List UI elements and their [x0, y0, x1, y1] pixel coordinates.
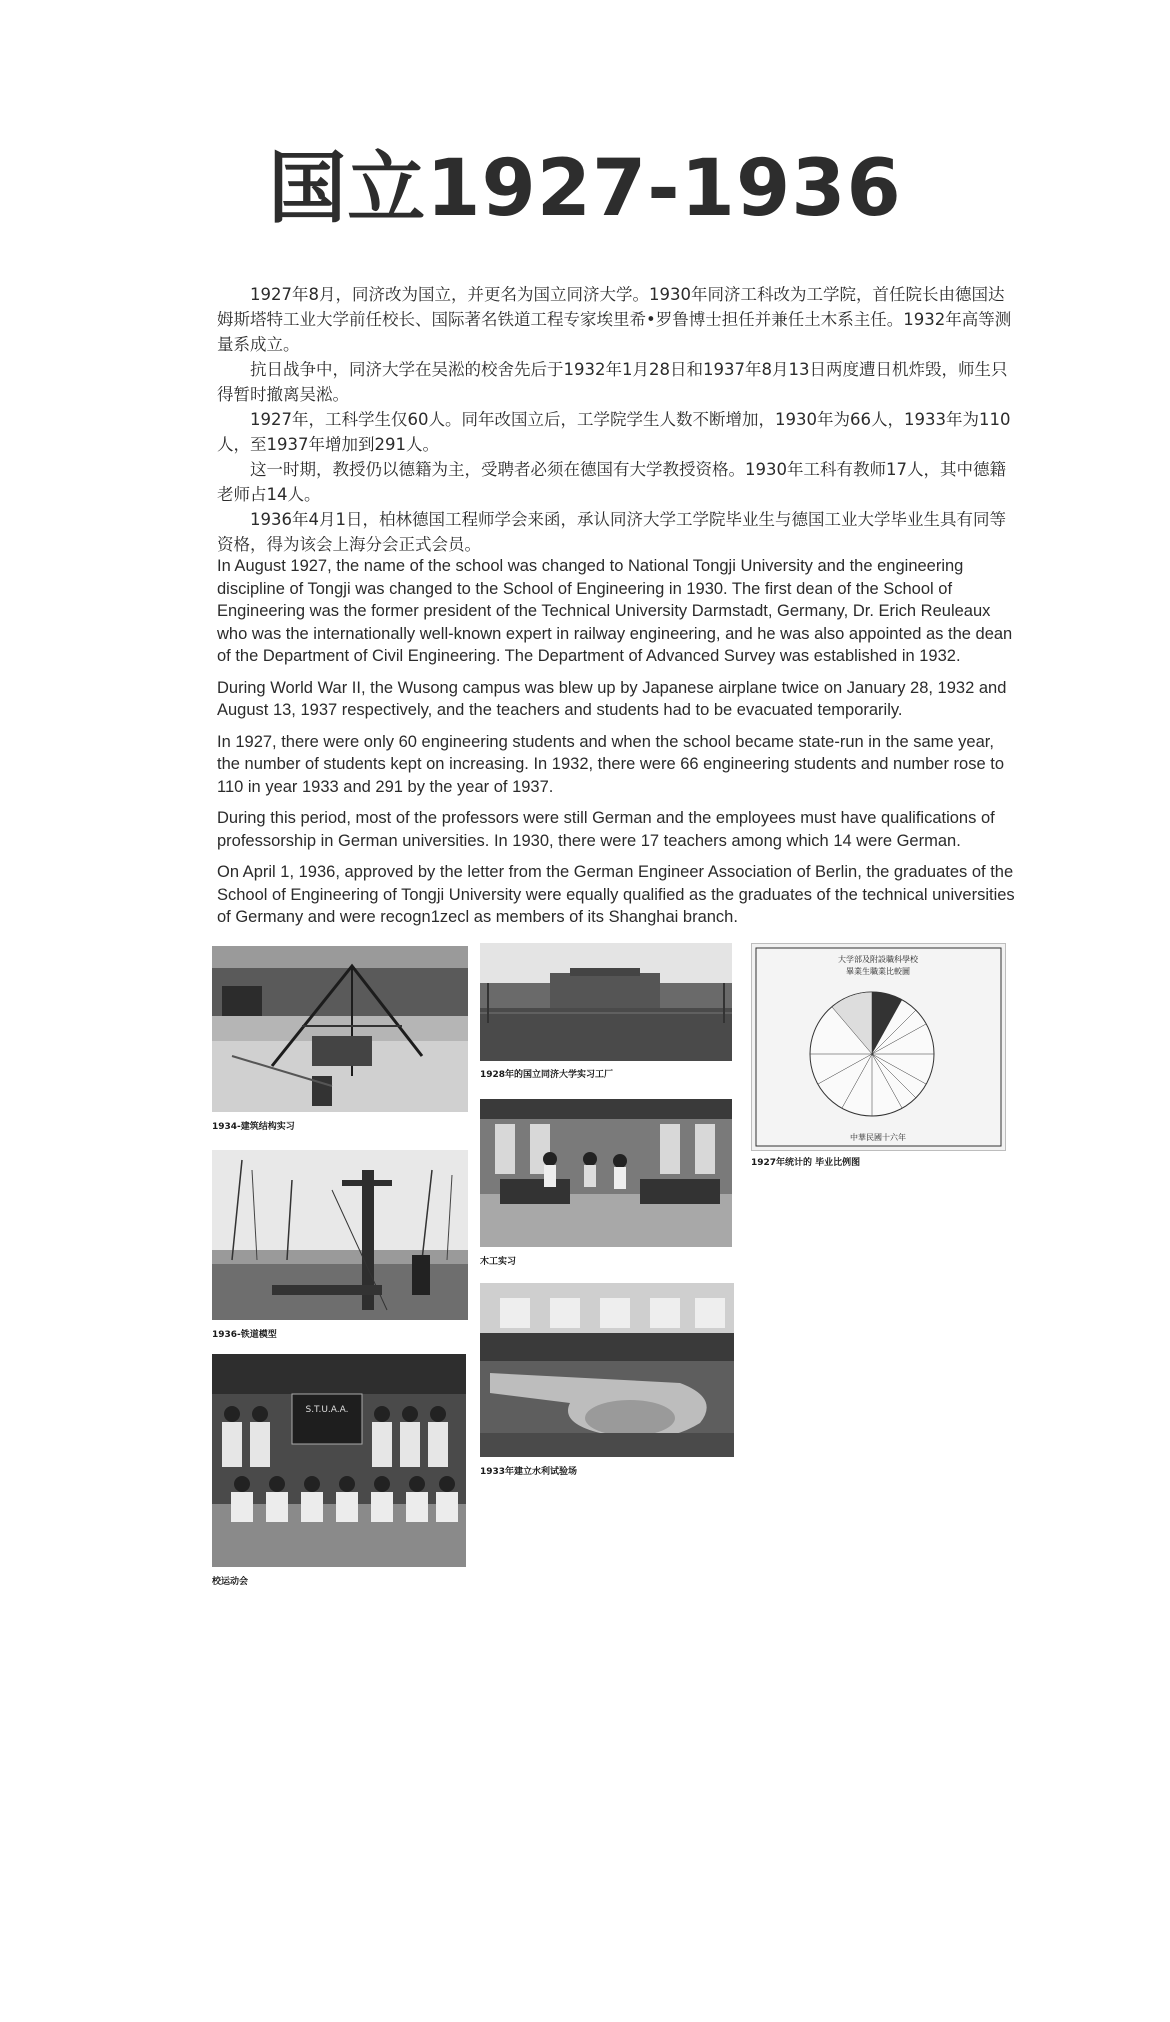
zh-paragraph: 1936年4月1日，柏林德国工程师学会来函，承认同济大学工学院毕业生与德国工业大学毕业生具有同等资格，得为该会上海分会正式会员。 — [217, 510, 1006, 554]
athlete-body — [222, 1422, 242, 1467]
athlete-head — [430, 1406, 446, 1422]
athlete-body — [400, 1422, 420, 1467]
woodwork-practice-photo — [480, 1099, 732, 1247]
graduation-chart-photo — [751, 943, 1006, 1151]
athlete-head — [224, 1406, 240, 1422]
zh-paragraph: 这一时期，教授仍以德籍为主，受聘者必须在德国有大学教授资格。1930年工科有教师17人，其中德籍老师占14人。 — [217, 460, 1006, 504]
english-text-block — [217, 555, 1017, 938]
hydraulic-lab-photo — [480, 1283, 734, 1457]
athlete-body — [231, 1492, 253, 1522]
athlete-head — [439, 1476, 455, 1492]
photo-caption: 木工实习 — [480, 1257, 517, 1267]
en-paragraph: During this period, most of the professors were still German and the employees must have qualifications of professorship in German universities. In 1930, there were 17 teachers among which 14 were German. — [217, 809, 995, 850]
athlete-body — [336, 1492, 358, 1522]
chart-banner-top: 大学部及附設職科學校 — [838, 955, 918, 964]
athlete-body — [371, 1492, 393, 1522]
zh-paragraph: 1927年，工科学生仅60人。同年改国立后，工学院学生人数不断增加，1930年为66人，1933年为110人，至1937年增加到291人。 — [217, 410, 1011, 454]
en-paragraph: During World War II, the Wusong campus was blew up by Japanese airplane twice on January 28, 1932 and August 13, 1937 respectively, and the teachers and students had to be evacuated temporarily. — [217, 678, 1007, 719]
chart-banner-sub: 畢業生職業比較圖 — [846, 967, 910, 976]
athlete-head — [374, 1406, 390, 1422]
athlete-head — [304, 1476, 320, 1492]
athlete-body — [436, 1492, 458, 1522]
athlete-body — [250, 1422, 270, 1467]
athlete-head — [339, 1476, 355, 1492]
sports-banner-text: S.T.U.A.A. — [305, 1405, 349, 1415]
photo-caption: 1928年的国立同济大学实习工厂 — [480, 1070, 614, 1080]
athlete-head — [402, 1406, 418, 1422]
athlete-head — [409, 1476, 425, 1492]
athlete-head — [234, 1476, 250, 1492]
athlete-head — [374, 1476, 390, 1492]
athlete-body — [301, 1492, 323, 1522]
zh-paragraph: 抗日战争中，同济大学在吴淞的校舍先后于1932年1月28日和1937年8月13日两度遭日机炸毁，师生只得暂时撤离吴淞。 — [217, 360, 1008, 404]
page-title: 国立1927-1936 — [268, 144, 902, 234]
photo-caption: 校运动会 — [212, 1577, 249, 1587]
sports-meeting-photo — [212, 1354, 466, 1567]
zh-paragraph: 1927年8月，同济改为国立，并更名为国立同济大学。1930年同济工科改为工学院，首任院长由德国达姆斯塔特工业大学前任校长、国际著名铁道工程专家埃里希•罗鲁博士担任并兼任土木系主任。1932年高等测量系成立。 — [217, 285, 1012, 354]
en-paragraph: In 1927, there were only 60 engineering students and when the school became state-run in the same year, the number of students kept on increasing. In 1932, there were 66 engineering students and number rose to 110 in year 1933 and 291 by the year of 1937. — [217, 732, 1005, 796]
photo-caption: 1927年统计的 毕业比例图 — [751, 1158, 861, 1168]
en-paragraph: On April 1, 1936, approved by the letter from the German Engineer Association of Berlin, the graduates of the School of Engineering of Tongji University were equally qualified as the graduates of the technical universities of Germany and were recogn1zecl as members of its Shanghai branch. — [217, 863, 1015, 926]
photo-caption: 1936-铁道模型 — [212, 1330, 277, 1340]
photo-caption: 1933年建立水利试验场 — [480, 1467, 578, 1477]
athlete-body — [428, 1422, 448, 1467]
railway-model-photo — [212, 1150, 468, 1320]
athlete-body — [266, 1492, 288, 1522]
photo-caption: 1934-建筑结构实习 — [212, 1122, 295, 1132]
athlete-head — [269, 1476, 285, 1492]
structure-practice-photo — [212, 946, 468, 1112]
athlete-body — [372, 1422, 392, 1467]
chart-banner-bottom: 中華民國十六年 — [850, 1133, 906, 1142]
chinese-text-block — [217, 282, 1017, 557]
athlete-body — [406, 1492, 428, 1522]
factory-photo — [480, 943, 732, 1061]
athlete-head — [252, 1406, 268, 1422]
en-paragraph: In August 1927, the name of the school was changed to National Tongji University and the engineering discipline of Tongji was changed to the School of Engineering in 1930. The first dean of the School of Engineering was the former president of the Technical University Darmstadt, Germany, Dr. Erich Reuleaux who was the internationally well-known expert in railway engineering, and he was also appointed as the dean of the Department of Civil Engineering. The Department of Advanced Survey was established in 1932. — [217, 557, 1013, 665]
